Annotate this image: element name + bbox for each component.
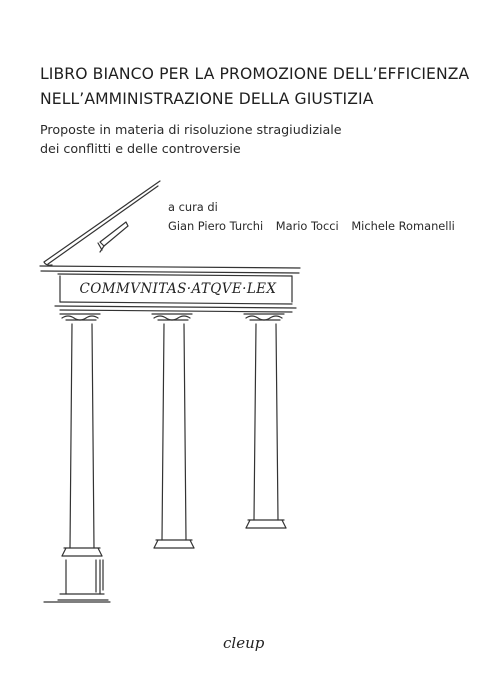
subtitle-line-2: dei conflitti e delle controversie — [40, 141, 241, 156]
column-right — [244, 314, 286, 528]
pediment-sketch — [44, 181, 160, 265]
subtitle-line-1: Proposte in materia di risoluzione stragiudiziale — [40, 122, 342, 137]
title-line-2: NELL’AMMINISTRAZIONE DELLA GIUSTIZIA — [40, 90, 374, 108]
editor-name: Mario Tocci — [275, 219, 339, 233]
editors-label: a cura di — [168, 200, 218, 214]
publisher-logo: cleup — [223, 634, 265, 652]
column-middle — [152, 314, 194, 548]
title-line-1: LIBRO BIANCO PER LA PROMOZIONE DELL’EFFICIENZA — [40, 65, 470, 83]
inscription-text: COMMVNITAS·ATQVE·LEX — [79, 281, 277, 297]
editor-name: Gian Piero Turchi — [168, 219, 264, 233]
column-left — [58, 314, 108, 600]
editor-name: Michele Romanelli — [351, 219, 455, 233]
